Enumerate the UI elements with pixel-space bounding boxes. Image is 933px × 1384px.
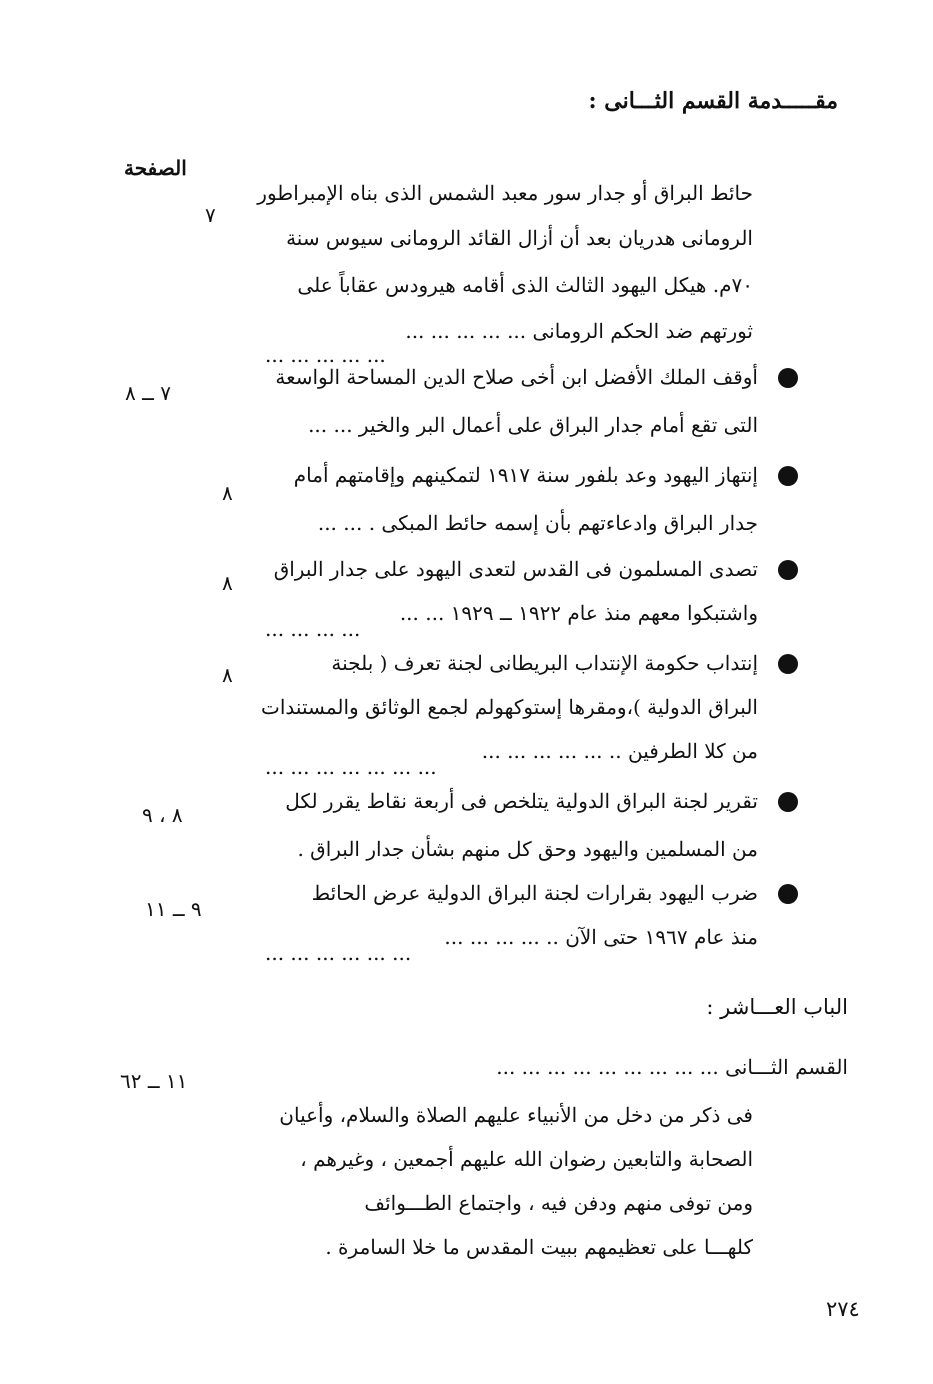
entry-line: كلهـــا على تعظيمهم ببيت المقدس ما خلا السامرة .	[325, 1235, 753, 1259]
entry-line: من كلا الطرفين .. ... ... ... ... ...	[481, 739, 758, 763]
page-reference: ٨ ، ٩	[142, 803, 183, 827]
page-reference: ٨	[222, 663, 233, 687]
page-reference: ٧	[205, 203, 216, 227]
bullet-icon	[778, 884, 798, 904]
section-heading: مقـــــدمة القسم الثـــانى :	[588, 88, 838, 114]
entry-line: تقرير لجنة البراق الدولية يتلخص فى أربعة نقاط يقرر لكل	[285, 789, 758, 813]
entry-line: حائط البراق أو جدار سور معبد الشمس الذى بناه الإمبراطور	[257, 181, 753, 205]
entry-line: ... ... ... ... ...	[265, 343, 386, 367]
entry-line: الرومانى هدريان بعد أن أزال القائد الرومانى سيوس سنة	[286, 226, 753, 250]
section-title: القسم الثـــانى ... ... ... ... ... ... ... ... ...	[496, 1055, 848, 1079]
entry-line: أوقف الملك الأفضل ابن أخى صلاح الدين المساحة الواسعة	[275, 365, 758, 389]
entry-line: التى تقع أمام جدار البراق على أعمال البر والخير ... ...	[308, 413, 758, 437]
bullet-icon	[778, 654, 798, 674]
entry-line: فى ذكر من دخل من الأنبياء عليهم الصلاة والسلام، وأعيان	[279, 1103, 753, 1127]
entry-line: ٧٠م. هيكل اليهود الثالث الذى أقامه هيرودس عقاباً على	[297, 273, 753, 297]
entry-line: إنتهاز اليهود وعد بلفور سنة ١٩١٧ لتمكينهم وإقامتهم أمام	[293, 463, 758, 487]
entry-line: ... ... ... ... ... ...	[265, 941, 412, 965]
page-reference: ١١ ــ ٦٢	[120, 1069, 188, 1093]
page-column-label: الصفحة	[124, 156, 187, 180]
bullet-icon	[778, 368, 798, 388]
entry-line: ... ... ... ...	[265, 617, 361, 641]
entry-line: ثورتهم ضد الحكم الرومانى ... ... ... ... ...	[405, 319, 753, 343]
entry-line: من المسلمين واليهود وحق كل منهم بشأن جدار البراق .	[297, 837, 758, 861]
page-reference: ٩ ــ ١١	[145, 897, 202, 921]
bullet-icon	[778, 792, 798, 812]
entry-line: ومن توفى منهم ودفن فيه ، واجتماع الطـــوائف	[364, 1191, 753, 1215]
page-number: ٢٧٤	[826, 1297, 860, 1321]
entry-line: البراق الدولية )،ومقرها إستوكهولم لجمع الوثائق والمستندات	[261, 695, 758, 719]
bullet-icon	[778, 466, 798, 486]
entry-line: واشتبكوا معهم منذ عام ١٩٢٢ ــ ١٩٢٩ ... ...	[399, 601, 758, 625]
entry-line: منذ عام ١٩٦٧ حتى الآن .. ... ... ... ...	[444, 925, 758, 949]
chapter-heading: الباب العـــاشر :	[706, 995, 848, 1019]
entry-line: ... ... ... ... ... ... ...	[265, 755, 437, 779]
entry-line: ضرب اليهود بقرارات لجنة البراق الدولية عرض الحائط	[311, 881, 758, 905]
page-reference: ٨	[222, 571, 233, 595]
entry-line: تصدى المسلمون فى القدس لتعدى اليهود على جدار البراق	[273, 557, 758, 581]
entry-line: إنتداب حكومة الإنتداب البريطانى لجنة تعرف ( بلجنة	[331, 651, 758, 675]
page-reference: ٧ ــ ٨	[125, 381, 171, 405]
page-reference: ٨	[222, 481, 233, 505]
bullet-icon	[778, 560, 798, 580]
entry-line: جدار البراق وادعاءتهم بأن إسمه حائط المبكى . ... ...	[317, 511, 758, 535]
entry-line: الصحابة والتابعين رضوان الله عليهم أجمعين ، وغيرهم ،	[300, 1147, 753, 1171]
